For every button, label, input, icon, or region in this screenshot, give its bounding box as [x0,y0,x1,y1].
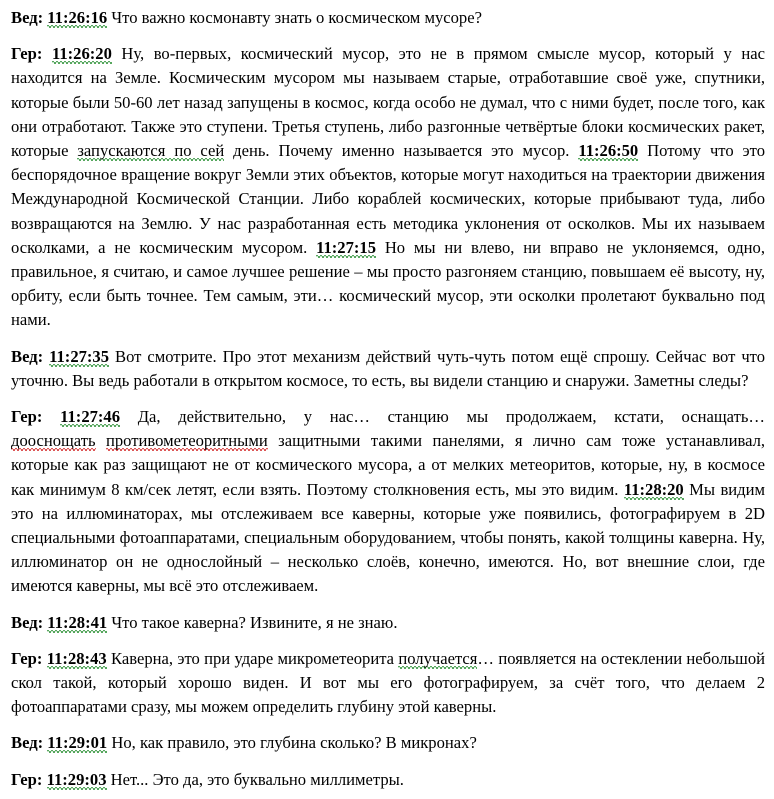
turn-text: Каверна, это при ударе микрометеорита [111,648,399,668]
turn-text: Потому что это беспорядочное вращение вокруг Земли этих объектов, которые могут находиться на траектории движения Международной Космической Станции. Либо кораблей космических, которые прибывают туда, либо возвращаются на Землю. У нас разработанная есть методика уклонения от осколков. Мы их называем осколками, а не космическим мусором. [11,141,765,257]
timestamp: 11:27:15 [316,237,376,257]
transcript-turn [11,611,765,635]
speaker-label: Вед: [11,346,44,366]
transcript-turn [11,647,765,720]
turn-text: Но мы ни влево, ни вправо не уклоняемся, одно, правильное, я считаю, и самое лучшее решение – мы просто разгоняем станцию, повышаем её высоту, ну, орбиту, если быть точнее. Тем самым, эти… космический мусор, эти осколки пролетают буквально под нами. [11,237,765,330]
turn-text: день. Почему именно называется это мусор. [224,141,579,161]
timestamp: 11:26:50 [578,141,639,161]
turn-text: Ну, во-первых, космический мусор, это не в прямом смысле мусор, который у нас находится на Земле. Космическим мусором мы называем старые, отработавшие своё уже, спутники, которые были 50-60 лет назад запущены в космос, когда особо не думал, что с ними будет, после того, как они отработают. Также это ступени. Третья ступень, либо разгонные четвёртые блоки космических ракет, которые [11,44,765,161]
misspelled-word: дооснощать [11,431,96,451]
speaker-label: Вед: [11,8,44,27]
turn-text: Да, действительно, у нас… станцию мы продолжаем, кстати, оснащать… [137,407,765,427]
transcript-turn [11,405,765,599]
turn-text: Мы видим это на иллюминаторах, мы отслеживаем все каверны, которые уже появились, фотографируем в 2D специальными фотоаппаратами, специальным оборудованием, чтобы понять, какой толщины каверна. Ну, иллюминатор он не однослойный – несколько слоёв, конечно, имеются. Но, вот внешние слои, где имеются каверны, мы всё это отслеживаем. [11,479,766,596]
timestamp: 11:26:16 [47,8,108,27]
timestamp: 11:27:46 [60,407,121,427]
transcript-turn [11,731,765,755]
speaker-label: Вед: [11,612,44,632]
timestamp: 11:29:01 [47,733,108,753]
turn-text: защитными такими панелями, я лично сам тоже устанавливал, которые как раз защищают не от космического мусора, а от мелких метеоритов, которые, ну, в космосе как минимум 8 км/сек летят, если взять. Поэтому столкновения есть, мы это видим. [11,431,766,499]
timestamp: 11:27:35 [49,346,110,366]
turn-text: Нет... Это да, это буквально миллиметры. [110,769,404,789]
transcript-turn [11,42,765,332]
turn-text: Что важно космонавту знать о космическом мусоре? [111,8,482,27]
speaker-label: Гер: [11,648,43,668]
timestamp: 11:28:43 [46,648,107,668]
timestamp: 11:26:20 [51,44,112,64]
speaker-label: Гер: [11,44,43,64]
transcript-turn [11,768,765,792]
speaker-label: Гер: [11,407,43,427]
turn-text: … появляется на остеклении небольшой скол такой, который хорошо виден. И вот мы его фотографируем, за счёт того, что делаем 2 фотоаппаратами сразу, мы можем определить глубину этой каверны. [11,648,765,717]
transcript-turn [11,345,765,393]
turn-text: Но, как правило, это глубина сколько? В микронах? [111,733,477,753]
speaker-label: Гер: [11,769,43,789]
turn-text: Что такое каверна? Извините, я не знаю. [111,612,398,632]
misspelled-word: противометеоритными [106,431,268,451]
grammar-flagged-text: получается [398,648,478,668]
transcript-turn [11,6,765,30]
turn-text: Вот смотрите. Про этот механизм действий чуть-чуть потом ещё спрошу. Сейчас вот что уточню. Вы ведь работали в открытом космосе, то есть, вы видели станцию и снаружи. Заметны следы? [11,346,765,390]
timestamp: 11:28:41 [47,612,108,632]
timestamp: 11:28:20 [623,479,684,499]
grammar-flagged-text: запускаются по сей [77,141,225,161]
timestamp: 11:29:03 [46,769,107,789]
speaker-label: Вед: [11,733,44,753]
